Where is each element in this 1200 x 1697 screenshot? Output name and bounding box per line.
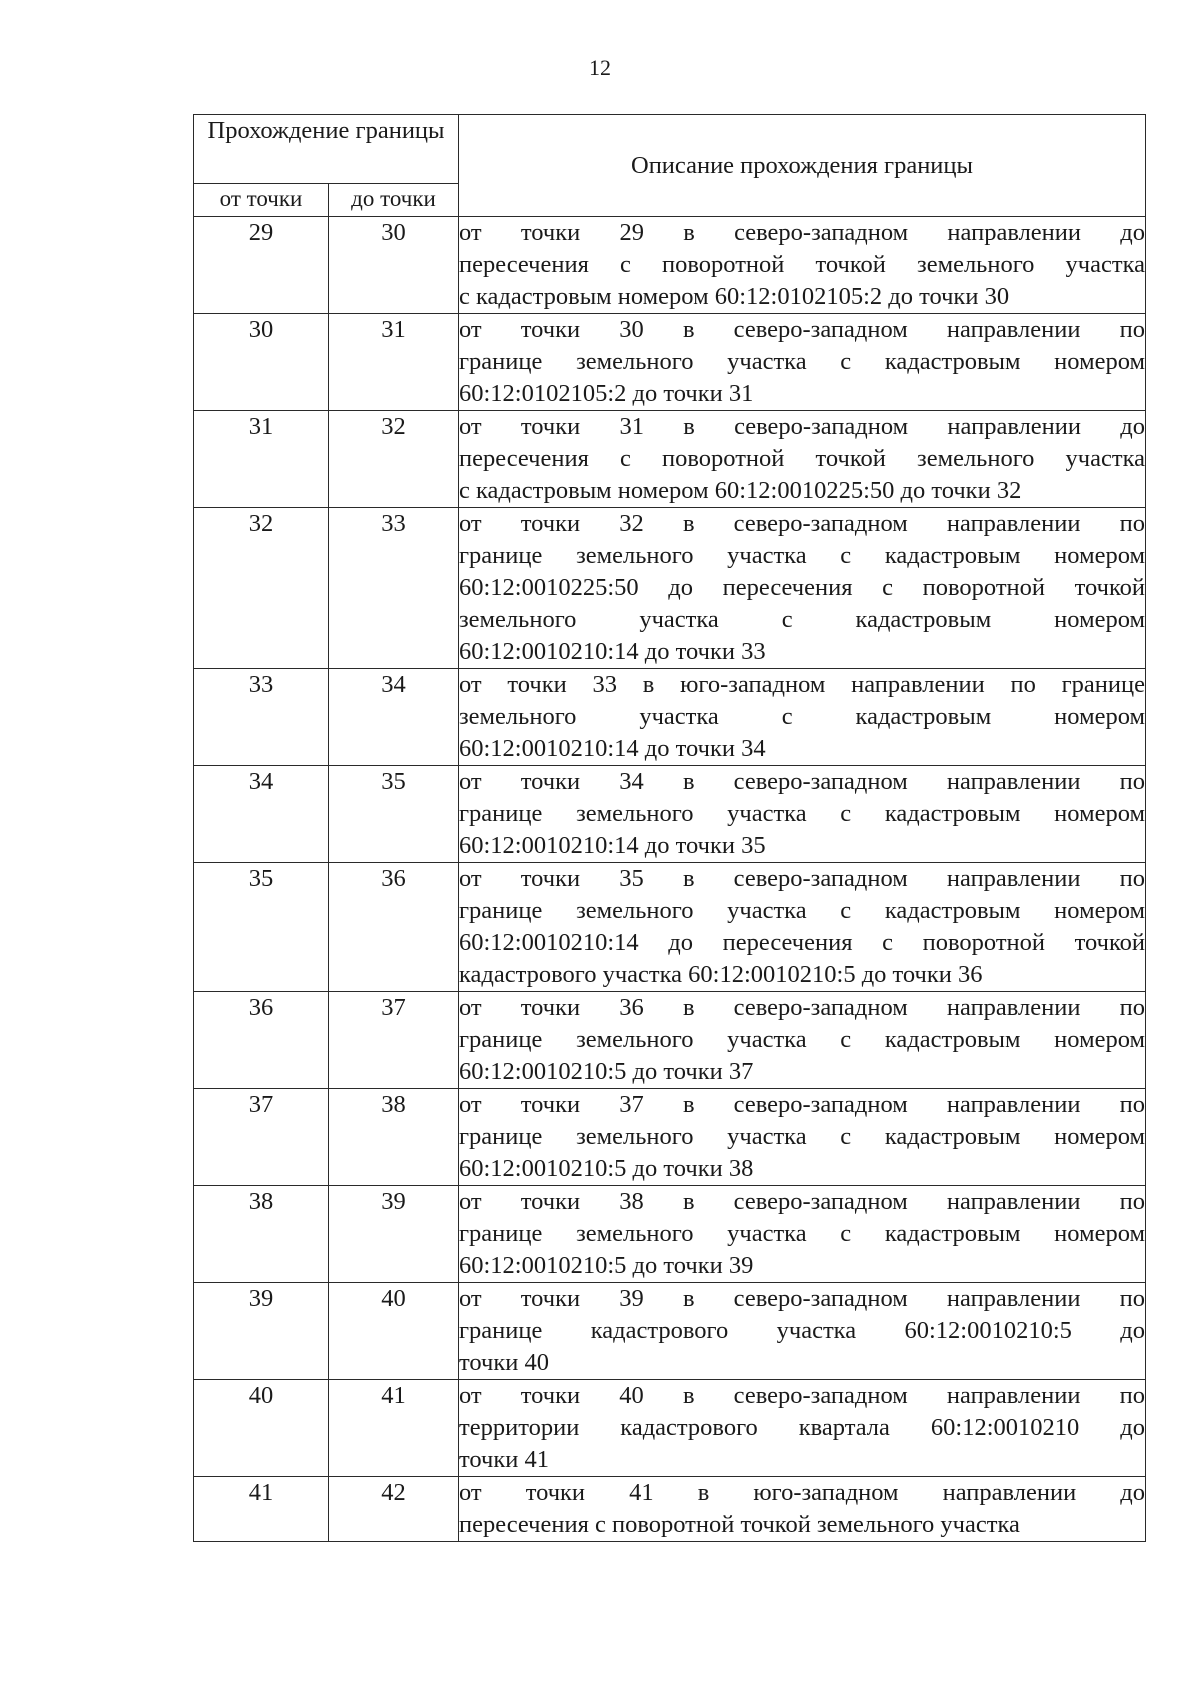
- description-line: точки 41: [459, 1446, 549, 1473]
- to-point-cell: 39: [329, 1186, 459, 1283]
- to-point-cell: 31: [329, 314, 459, 411]
- description-line: с кадастровым номером 60:12:0102105:2 до точки 30: [459, 283, 1010, 310]
- to-point-cell: 37: [329, 992, 459, 1089]
- from-point-cell: 32: [194, 508, 329, 669]
- table-row: [194, 1186, 1146, 1283]
- description-line: земельного участка с кадастровым номером: [459, 606, 1145, 633]
- description-line: границе земельного участка с кадастровым номером: [459, 1123, 1145, 1150]
- description-line: от точки 41 в юго-западном направлении до: [459, 1479, 1145, 1506]
- from-point-cell: 29: [194, 217, 329, 314]
- from-point-cell: 31: [194, 411, 329, 508]
- table-row: [194, 314, 1146, 411]
- description-cell: [459, 508, 1146, 669]
- to-point-cell: 40: [329, 1283, 459, 1380]
- to-point-cell: 35: [329, 766, 459, 863]
- table-row: [194, 1477, 1146, 1542]
- description-cell: [459, 992, 1146, 1089]
- description-line: границе кадастрового участка 60:12:0010210:5 до: [459, 1317, 1145, 1344]
- from-point-cell: 41: [194, 1477, 329, 1542]
- description-line: 60:12:0010210:14 до пересечения с поворотной точкой: [459, 929, 1145, 956]
- to-point-cell: 33: [329, 508, 459, 669]
- to-point-cell: 30: [329, 217, 459, 314]
- description-line: 60:12:0010210:5 до точки 39: [459, 1252, 754, 1279]
- page-number: 12: [589, 55, 611, 80]
- description-line: пересечения с поворотной точкой земельного участка: [459, 445, 1145, 472]
- description-line: от точки 31 в северо-западном направлении до: [459, 413, 1145, 440]
- description-cell: [459, 314, 1146, 411]
- to-point-cell: 38: [329, 1089, 459, 1186]
- description-cell: [459, 411, 1146, 508]
- description-line: 60:12:0010210:5 до точки 38: [459, 1155, 754, 1182]
- from-point-cell: 37: [194, 1089, 329, 1186]
- description-line: кадастрового участка 60:12:0010210:5 до точки 36: [459, 961, 983, 988]
- table-row: [194, 669, 1146, 766]
- boundary-passage-header: Прохождение границы: [194, 115, 459, 184]
- table-row: [194, 217, 1146, 314]
- description-line: от точки 29 в северо-западном направлении до: [459, 219, 1145, 246]
- table-row: [194, 508, 1146, 669]
- description-line: от точки 36 в северо-западном направлении по: [459, 994, 1145, 1021]
- description-line: границе земельного участка с кадастровым номером: [459, 800, 1145, 827]
- description-line: от точки 37 в северо-западном направлении по: [459, 1091, 1145, 1118]
- description-header: Описание прохождения границы: [459, 115, 1146, 217]
- to-point-cell: 41: [329, 1380, 459, 1477]
- table-row: [194, 992, 1146, 1089]
- table-row: [194, 863, 1146, 992]
- description-line: от точки 40 в северо-западном направлении по: [459, 1382, 1145, 1409]
- description-line: от точки 39 в северо-западном направлении по: [459, 1285, 1145, 1312]
- to-point-cell: 32: [329, 411, 459, 508]
- from-point-cell: 38: [194, 1186, 329, 1283]
- description-line: границе земельного участка с кадастровым номером: [459, 897, 1145, 924]
- description-line: от точки 30 в северо-западном направлении по: [459, 316, 1145, 343]
- table-row: [194, 1089, 1146, 1186]
- from-point-cell: 34: [194, 766, 329, 863]
- from-point-cell: 35: [194, 863, 329, 992]
- from-point-cell: 40: [194, 1380, 329, 1477]
- to-point-cell: 34: [329, 669, 459, 766]
- description-line: 60:12:0010225:50 до пересечения с поворотной точкой: [459, 574, 1145, 601]
- description-cell: [459, 217, 1146, 314]
- description-cell: [459, 863, 1146, 992]
- description-line: границе земельного участка с кадастровым номером: [459, 348, 1145, 375]
- description-line: 60:12:0010210:14 до точки 35: [459, 832, 766, 859]
- description-line: от точки 34 в северо-западном направлении по: [459, 768, 1145, 795]
- description-line: от точки 33 в юго-западном направлении по границе: [459, 671, 1145, 698]
- description-line: от точки 32 в северо-западном направлении по: [459, 510, 1145, 537]
- table-row: [194, 1283, 1146, 1380]
- description-cell: [459, 766, 1146, 863]
- from-point-cell: 39: [194, 1283, 329, 1380]
- description-line: 60:12:0010210:5 до точки 37: [459, 1058, 754, 1085]
- table-header: [194, 115, 1146, 217]
- description-line: границе земельного участка с кадастровым номером: [459, 542, 1145, 569]
- from-point-cell: 33: [194, 669, 329, 766]
- description-cell: [459, 1186, 1146, 1283]
- to-point-header: до точки: [329, 184, 459, 217]
- table-body: [194, 217, 1146, 1542]
- table-row: [194, 1380, 1146, 1477]
- description-cell: [459, 1380, 1146, 1477]
- description-line: границе земельного участка с кадастровым номером: [459, 1026, 1145, 1053]
- boundary-table: [193, 114, 1146, 1542]
- description-line: границе земельного участка с кадастровым номером: [459, 1220, 1145, 1247]
- to-point-cell: 36: [329, 863, 459, 992]
- from-point-header: от точки: [194, 184, 329, 217]
- description-cell: [459, 1477, 1146, 1542]
- from-point-cell: 30: [194, 314, 329, 411]
- description-line: 60:12:0102105:2 до точки 31: [459, 380, 754, 407]
- description-cell: [459, 1089, 1146, 1186]
- to-point-cell: 42: [329, 1477, 459, 1542]
- table-row: [194, 411, 1146, 508]
- description-cell: [459, 669, 1146, 766]
- description-line: земельного участка с кадастровым номером: [459, 703, 1145, 730]
- table-row: [194, 766, 1146, 863]
- description-line: с кадастровым номером 60:12:0010225:50 до точки 32: [459, 477, 1022, 504]
- description-line: точки 40: [459, 1349, 549, 1376]
- description-line: от точки 38 в северо-западном направлении по: [459, 1188, 1145, 1215]
- description-line: пересечения с поворотной точкой земельного участка: [459, 1511, 1020, 1538]
- from-point-cell: 36: [194, 992, 329, 1089]
- description-line: территории кадастрового квартала 60:12:0010210 до: [459, 1414, 1145, 1441]
- description-line: от точки 35 в северо-западном направлении по: [459, 865, 1145, 892]
- description-line: пересечения с поворотной точкой земельного участка: [459, 251, 1145, 278]
- description-line: 60:12:0010210:14 до точки 34: [459, 735, 766, 762]
- description-cell: [459, 1283, 1146, 1380]
- description-line: 60:12:0010210:14 до точки 33: [459, 638, 766, 665]
